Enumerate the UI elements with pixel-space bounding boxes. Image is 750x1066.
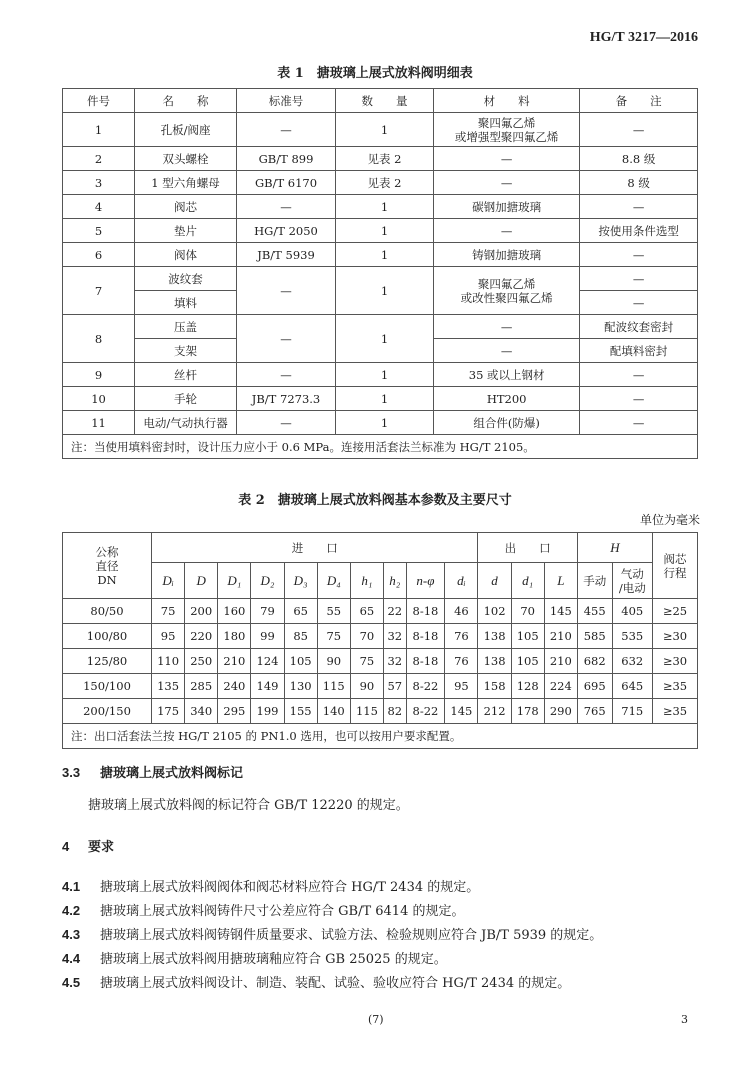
table-cell: — <box>236 315 335 363</box>
table-cell: — <box>434 315 580 339</box>
table-cell: 102 <box>478 599 511 624</box>
column-header: dᵢ <box>445 563 478 599</box>
table-row <box>63 363 698 387</box>
table-cell: 149 <box>251 674 284 699</box>
table-cell: 128 <box>511 674 544 699</box>
table-cell: 手轮 <box>135 387 237 411</box>
table-cell: 2 <box>63 147 135 171</box>
table-cell: — <box>580 387 698 411</box>
table-cell: 405 <box>612 599 652 624</box>
table-cell: 7 <box>63 267 135 315</box>
table-cell: 65 <box>350 599 383 624</box>
table-cell: — <box>580 195 698 219</box>
column-header: d <box>478 563 511 599</box>
table-cell: 1 型六角螺母 <box>135 171 237 195</box>
table-cell: 105 <box>284 649 317 674</box>
table-note: 注：当使用填料密封时，设计压力应小于 0.6 MPa。连接用活套法兰标准为 HG/T 2105。 <box>63 435 698 459</box>
table-cell: 铸钢加搪玻璃 <box>434 243 580 267</box>
table-cell: ≥35 <box>653 674 698 699</box>
table-cell: — <box>236 195 335 219</box>
table-cell: 1 <box>336 113 434 147</box>
table-cell: 6 <box>63 243 135 267</box>
table-cell: 175 <box>152 699 185 724</box>
column-header: 气动 /电动 <box>612 563 652 599</box>
table-header-row <box>63 89 698 113</box>
table-cell: 4 <box>63 195 135 219</box>
table-cell: ≥30 <box>653 624 698 649</box>
table-cell: 200 <box>185 599 218 624</box>
table-cell: 8 级 <box>580 171 698 195</box>
section-line <box>62 900 464 919</box>
table-cell: 孔板/阀座 <box>135 113 237 147</box>
section-line <box>62 924 602 943</box>
table-row <box>63 699 698 724</box>
table-row <box>63 147 698 171</box>
column-header: 备 注 <box>580 89 698 113</box>
standard-code: HG/T 3217—2016 <box>589 30 698 45</box>
table-cell: — <box>434 171 580 195</box>
table-cell: 75 <box>350 649 383 674</box>
page-number: 3 <box>681 1013 688 1026</box>
column-header: 出 口 <box>478 533 577 563</box>
table-cell: 70 <box>350 624 383 649</box>
section-number: 4.3 <box>62 927 81 942</box>
section-line <box>88 794 409 813</box>
unit-label: 单位为毫米 <box>639 513 700 527</box>
table-cell: 138 <box>478 649 511 674</box>
table-cell: 90 <box>350 674 383 699</box>
section-number: 3.3 <box>62 765 81 780</box>
section-number: 4 <box>62 839 70 854</box>
table-cell: 1 <box>336 315 434 363</box>
table-cell: 阀体 <box>135 243 237 267</box>
table-cell: 76 <box>445 649 478 674</box>
table-cell: 波纹套 <box>135 267 237 291</box>
section-line <box>62 762 243 781</box>
table-cell: 8-18 <box>406 624 445 649</box>
section-line <box>62 836 114 855</box>
table-cell: 90 <box>317 649 350 674</box>
table-row <box>63 243 698 267</box>
table-cell: 632 <box>612 649 652 674</box>
table-cell: 220 <box>185 624 218 649</box>
section-text: 搪玻璃上展式放料阀标记 <box>100 766 244 781</box>
column-header: d₁ <box>511 563 544 599</box>
table-note-row <box>63 435 698 459</box>
table-cell: ≥35 <box>653 699 698 724</box>
column-header: D₂ <box>251 563 284 599</box>
column-header: D₁ <box>218 563 251 599</box>
table-cell: 200/150 <box>63 699 152 724</box>
table-row <box>63 649 698 674</box>
section-number: 4.2 <box>62 903 81 918</box>
column-header: 名 称 <box>135 89 237 113</box>
column-header: 进 口 <box>152 533 478 563</box>
table-cell: — <box>580 113 698 147</box>
page-footer-center: (7) <box>368 1013 384 1026</box>
table-cell: — <box>580 267 698 291</box>
table-cell: 75 <box>152 599 185 624</box>
table-cell: 碳钢加搪玻璃 <box>434 195 580 219</box>
table-cell: 5 <box>63 219 135 243</box>
table-cell: 填料 <box>135 291 237 315</box>
table-row <box>63 315 698 339</box>
column-header: 公称 直径 DN <box>63 533 152 599</box>
table-cell: GB/T 6170 <box>236 171 335 195</box>
section-number: 4.5 <box>62 975 81 990</box>
column-header: 件号 <box>63 89 135 113</box>
table-subheader-row <box>63 563 698 599</box>
table-row <box>63 195 698 219</box>
table-cell: 76 <box>445 624 478 649</box>
table-cell: — <box>434 339 580 363</box>
table-cell: 32 <box>383 624 406 649</box>
column-header: 材 料 <box>434 89 580 113</box>
table-cell: 1 <box>336 387 434 411</box>
table-cell: 支架 <box>135 339 237 363</box>
column-header: n-φ <box>406 563 445 599</box>
table-cell: 115 <box>317 674 350 699</box>
table-cell: 290 <box>544 699 577 724</box>
column-header: 阀芯 行程 <box>653 533 698 599</box>
table-cell: GB/T 899 <box>236 147 335 171</box>
table-cell: 1 <box>336 195 434 219</box>
table-cell: 1 <box>336 219 434 243</box>
table-cell: 210 <box>218 649 251 674</box>
table-cell: 阀芯 <box>135 195 237 219</box>
table-cell: 295 <box>218 699 251 724</box>
table-cell: — <box>434 219 580 243</box>
table-cell: HT200 <box>434 387 580 411</box>
column-header: 数 量 <box>336 89 434 113</box>
section-text: 搪玻璃上展式放料阀的标记符合 GB/T 12220 的规定。 <box>88 798 409 813</box>
table-cell: 250 <box>185 649 218 674</box>
table-cell: 配波纹套密封 <box>580 315 698 339</box>
table-cell: 57 <box>383 674 406 699</box>
column-header: D₃ <box>284 563 317 599</box>
table-cell: 8 <box>63 315 135 363</box>
table-cell: 电动/气动执行器 <box>135 411 237 435</box>
table-row <box>63 387 698 411</box>
table-cell: 765 <box>577 699 612 724</box>
table-cell: — <box>580 363 698 387</box>
table-cell: 85 <box>284 624 317 649</box>
table-cell: 55 <box>317 599 350 624</box>
table1-title: 表 1 搪玻璃上展式放料阀明细表 <box>277 66 473 81</box>
table-cell: 10 <box>63 387 135 411</box>
section-line <box>62 948 447 967</box>
table-cell: 1 <box>336 243 434 267</box>
column-header: L <box>544 563 577 599</box>
table-cell: 配填料密封 <box>580 339 698 363</box>
table-cell: HG/T 2050 <box>236 219 335 243</box>
table-header-row <box>63 533 698 563</box>
table2-title: 表 2 搪玻璃上展式放料阀基本参数及主要尺寸 <box>238 493 512 508</box>
table-cell: 垫片 <box>135 219 237 243</box>
table-cell: 见表 2 <box>336 147 434 171</box>
column-header: 标准号 <box>236 89 335 113</box>
table-cell: 丝杆 <box>135 363 237 387</box>
table-cell: 79 <box>251 599 284 624</box>
table-cell: — <box>580 243 698 267</box>
table-cell: — <box>236 363 335 387</box>
table-cell: 105 <box>511 649 544 674</box>
column-header: H <box>577 533 652 563</box>
table-row <box>63 411 698 435</box>
table-note: 注：出口活套法兰按 HG/T 2105 的 PN1.0 选用，也可以按用户要求配置。 <box>63 724 698 749</box>
table-cell: 180 <box>218 624 251 649</box>
section-line <box>62 876 479 895</box>
table-cell: 1 <box>63 113 135 147</box>
table-row <box>63 599 698 624</box>
table-row <box>63 624 698 649</box>
table-cell: 138 <box>478 624 511 649</box>
section-number: 4.4 <box>62 951 81 966</box>
table-cell: 135 <box>152 674 185 699</box>
table-cell: 125/80 <box>63 649 152 674</box>
table-cell: 140 <box>317 699 350 724</box>
table-cell: JB/T 5939 <box>236 243 335 267</box>
table-cell: 1 <box>336 363 434 387</box>
table-row <box>63 267 698 291</box>
table-cell: 715 <box>612 699 652 724</box>
table-cell: 8.8 级 <box>580 147 698 171</box>
table-row <box>63 674 698 699</box>
table-cell: — <box>434 147 580 171</box>
table-cell: — <box>580 291 698 315</box>
table-cell: 35 或以上钢材 <box>434 363 580 387</box>
table-cell: 8-22 <box>406 674 445 699</box>
table-cell: — <box>236 267 335 315</box>
table-cell: ≥30 <box>653 649 698 674</box>
table-cell: ≥25 <box>653 599 698 624</box>
table-row <box>63 113 698 147</box>
table-cell: 240 <box>218 674 251 699</box>
table-cell: 160 <box>218 599 251 624</box>
table-row <box>63 171 698 195</box>
table-row <box>63 219 698 243</box>
table-cell: 8-22 <box>406 699 445 724</box>
table-cell: 99 <box>251 624 284 649</box>
table-cell: 585 <box>577 624 612 649</box>
table-cell: — <box>236 113 335 147</box>
table-cell: 695 <box>577 674 612 699</box>
table-cell: 95 <box>445 674 478 699</box>
table-cell: JB/T 7273.3 <box>236 387 335 411</box>
table-cell: 双头螺栓 <box>135 147 237 171</box>
section-text: 搪玻璃上展式放料阀铸钢件质量要求、试验方法、检验规则应符合 JB/T 5939 的规定。 <box>100 928 603 943</box>
table-cell: 130 <box>284 674 317 699</box>
table-note-row <box>63 724 698 749</box>
table-cell: 150/100 <box>63 674 152 699</box>
table-cell: 110 <box>152 649 185 674</box>
column-header: h₁ <box>350 563 383 599</box>
section-text: 要求 <box>88 840 115 855</box>
table-cell: 压盖 <box>135 315 237 339</box>
table-cell: 22 <box>383 599 406 624</box>
table-cell: 聚四氟乙烯 或增强型聚四氟乙烯 <box>434 113 580 147</box>
table-cell: 3 <box>63 171 135 195</box>
table-cell: 组合件(防爆) <box>434 411 580 435</box>
table-cell: 455 <box>577 599 612 624</box>
table-cell: 95 <box>152 624 185 649</box>
table-cell: 224 <box>544 674 577 699</box>
section-text: 搪玻璃上展式放料阀用搪玻璃釉应符合 GB 25025 的规定。 <box>100 952 447 967</box>
parts-table <box>62 88 698 459</box>
table-cell: 100/80 <box>63 624 152 649</box>
table-cell: 145 <box>445 699 478 724</box>
table-cell: 199 <box>251 699 284 724</box>
column-header: 手动 <box>577 563 612 599</box>
table-cell: 按使用条件选型 <box>580 219 698 243</box>
column-header: Dᵢ <box>152 563 185 599</box>
section-number: 4.1 <box>62 879 81 894</box>
table-cell: 65 <box>284 599 317 624</box>
table-cell: 46 <box>445 599 478 624</box>
table-cell: 158 <box>478 674 511 699</box>
table-cell: 105 <box>511 624 544 649</box>
table-cell: 见表 2 <box>336 171 434 195</box>
table-cell: 210 <box>544 624 577 649</box>
section-text: 搪玻璃上展式放料阀铸件尺寸公差应符合 GB/T 6414 的规定。 <box>100 904 465 919</box>
table-cell: 285 <box>185 674 218 699</box>
table-cell: 70 <box>511 599 544 624</box>
table-cell: 82 <box>383 699 406 724</box>
table-cell: 80/50 <box>63 599 152 624</box>
section-line <box>62 972 570 991</box>
table-cell: 682 <box>577 649 612 674</box>
column-header: D₄ <box>317 563 350 599</box>
table-cell: 8-18 <box>406 649 445 674</box>
table-cell: 178 <box>511 699 544 724</box>
table-cell: 645 <box>612 674 652 699</box>
table-cell: — <box>580 411 698 435</box>
dimensions-table <box>62 532 698 749</box>
table-cell: 32 <box>383 649 406 674</box>
table-cell: — <box>236 411 335 435</box>
table-cell: 212 <box>478 699 511 724</box>
table-cell: 535 <box>612 624 652 649</box>
table-cell: 145 <box>544 599 577 624</box>
table-cell: 9 <box>63 363 135 387</box>
table-cell: 340 <box>185 699 218 724</box>
section-text: 搪玻璃上展式放料阀阀体和阀芯材料应符合 HG/T 2434 的规定。 <box>100 880 480 895</box>
section-text: 搪玻璃上展式放料阀设计、制造、装配、试验、验收应符合 HG/T 2434 的规定。 <box>100 976 571 991</box>
table-cell: 11 <box>63 411 135 435</box>
table-cell: 115 <box>350 699 383 724</box>
table-cell: 8-18 <box>406 599 445 624</box>
table-cell: 1 <box>336 267 434 315</box>
table-cell: 1 <box>336 411 434 435</box>
table-cell: 210 <box>544 649 577 674</box>
column-header: h₂ <box>383 563 406 599</box>
table-cell: 75 <box>317 624 350 649</box>
column-header: D <box>185 563 218 599</box>
table-cell: 124 <box>251 649 284 674</box>
table-cell: 聚四氟乙烯 或改性聚四氟乙烯 <box>434 267 580 315</box>
table-cell: 155 <box>284 699 317 724</box>
